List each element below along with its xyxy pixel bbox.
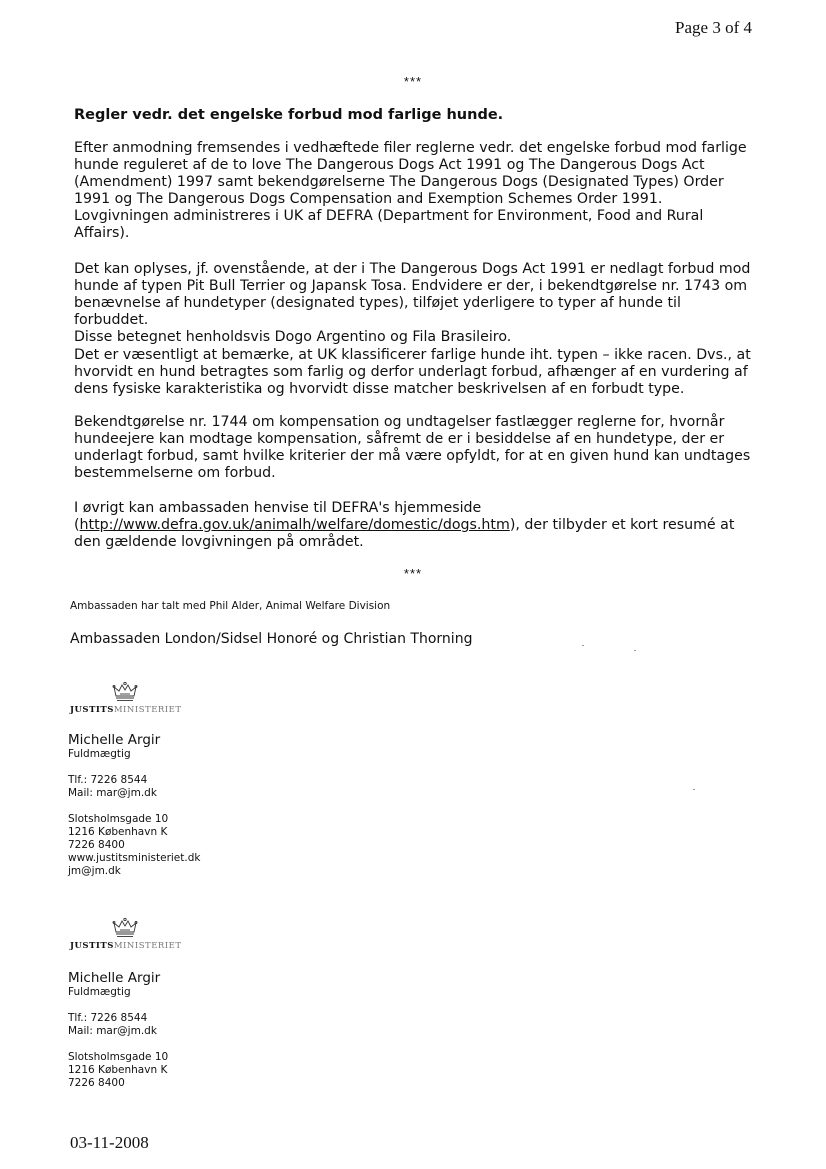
paragraph-line: Disse betegnet henholdsvis Dogo Argentino og Fila Brasileiro. [74, 329, 512, 345]
scan-speck [582, 645, 584, 646]
contact-note: Ambassaden har talt med Phil Alder, Animal Welfare Division [70, 600, 391, 612]
address-line: 7226 8400 [68, 839, 125, 851]
signature-phone: Tlf.: 7226 8544 [68, 1012, 148, 1024]
paragraph-punct: ( [74, 517, 80, 533]
footer-date: 03-11-2008 [70, 1133, 149, 1152]
paragraph-2 [74, 261, 754, 346]
paragraph-line: Efter anmodning fremsendes i vedhæftede filer reglerne vedr. det engelske forbud mod farlige [74, 140, 747, 156]
signature-block [68, 970, 168, 1090]
paragraph-line: ), der tilbyder et kort resumé at [509, 517, 735, 533]
crown-icon [110, 681, 140, 703]
separator-top: *** [403, 74, 423, 89]
paragraph-line: hunde af typen Pit Bull Terrier og Japansk Tosa. Endvidere er der, i bekendtgørelse nr. 1743 om [74, 278, 748, 294]
paragraph-5 [74, 500, 754, 551]
paragraph-line: Lovgivningen administreres i UK af DEFRA (Department for Environment, Food and Rural [74, 208, 704, 224]
paragraph-line: bestemmelserne om forbud. [74, 465, 276, 481]
paragraph-line: underlagt forbud, samt hvilke kriterier der må være opfyldt, for at en given hund kan undtages [74, 448, 751, 464]
paragraph-line: (Amendment) 1997 samt bekendgørelserne The Dangerous Dogs (Designated Types) Order [74, 174, 724, 190]
paragraph-line: Affairs). [74, 225, 130, 241]
defra-link[interactable]: http://www.defra.gov.uk/animalh/welfare/domestic/dogs.htm [79, 517, 510, 533]
paragraph-line: Det kan oplyses, jf. ovenstående, at der i The Dangerous Dogs Act 1991 er nedlagt forbud mod [74, 261, 751, 277]
address-line: 7226 8400 [68, 1077, 125, 1089]
scan-speck [634, 650, 636, 651]
page-number: Page 3 of 4 [675, 18, 752, 37]
address-line: Slotsholmsgade 10 [68, 813, 169, 825]
logo-light-text: MINISTERIET [113, 941, 182, 951]
address-line: 1216 København K [68, 826, 168, 838]
logo-bold-text: JUSTITS [70, 941, 114, 951]
paragraph-line: den gældende lovgivningen på området. [74, 534, 364, 550]
address-line: Slotsholmsgade 10 [68, 1051, 169, 1063]
paragraph-3 [74, 347, 754, 398]
logo-light-text: MINISTERIET [113, 705, 182, 715]
scan-speck [693, 789, 695, 790]
crown-icon [110, 917, 140, 939]
separator-bottom: *** [403, 566, 423, 581]
paragraph-line: Det er væsentligt at bemærke, at UK klassificerer farlige hunde iht. typen – ikke racen. Dvs., at [74, 347, 751, 363]
signature-phone: Tlf.: 7226 8544 [68, 774, 148, 786]
logo-bold-text: JUSTITS [70, 705, 114, 715]
paragraph-line: hunde reguleret af de to love The Dangerous Dogs Act 1991 og The Dangerous Dogs Act [74, 157, 705, 173]
paragraph-line: Bekendtgørelse nr. 1744 om kompensation og undtagelser fastlægger reglerne for, hvornår [74, 414, 725, 430]
paragraph-line: hvorvidt en hund betragtes som farlig og derfor underlagt forbud, afhænger af en vurdering af [74, 364, 748, 380]
address-line: www.justitsministeriet.dk [68, 852, 201, 864]
address-line: jm@jm.dk [68, 865, 121, 877]
justitsministeriet-logo [70, 681, 182, 715]
paragraph-line: 1991 og The Dangerous Dogs Compensation and Exemption Schemes Order 1991. [74, 191, 663, 207]
logo-wordmark [70, 941, 182, 951]
paragraph-line: dens fysiske karakteristika og hvorvidt disse matcher beskrivelsen af en forbudt type. [74, 381, 685, 397]
paragraph-line: hundeejere kan modtage kompensation, såfremt de er i besiddelse af en hundetype, der er [74, 431, 725, 447]
signature-block [68, 732, 200, 878]
logo-wordmark [70, 705, 182, 715]
paragraph-line: benævnelse af hundetyper (designated types), tilføjet yderligere to typer af hunde til forbuddet. [74, 295, 681, 328]
address-line: 1216 København K [68, 1064, 168, 1076]
paragraph-1 [74, 140, 754, 242]
paragraph-4 [74, 414, 754, 482]
signature-mail: Mail: mar@jm.dk [68, 1025, 157, 1037]
document-heading: Regler vedr. det engelske forbud mod farlige hunde. [74, 107, 504, 123]
signature-title: Fuldmægtig [68, 986, 131, 998]
embassy-signoff: Ambassaden London/Sidsel Honoré og Christian Thorning [70, 631, 473, 647]
justitsministeriet-logo [70, 917, 182, 951]
paragraph-line: I øvrigt kan ambassaden henvise til DEFRA's hjemmeside [74, 500, 482, 516]
signature-name: Michelle Argir [68, 970, 161, 986]
signature-name: Michelle Argir [68, 732, 161, 748]
signature-mail: Mail: mar@jm.dk [68, 787, 157, 799]
signature-title: Fuldmægtig [68, 748, 131, 760]
